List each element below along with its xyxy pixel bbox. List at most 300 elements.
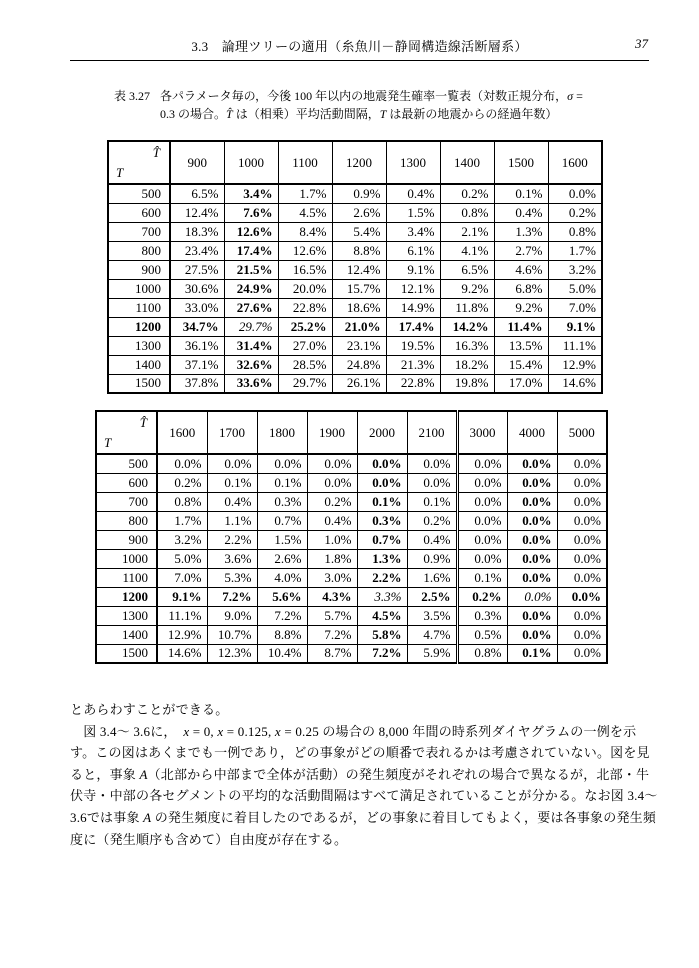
table-row [96, 587, 607, 606]
text-run: とあらわすことができる。 [70, 702, 229, 717]
table-cell: 16.3% [440, 336, 494, 355]
row-header: 800 [108, 241, 170, 260]
table-cell: 14.9% [386, 298, 440, 317]
table-cell: 26.1% [332, 374, 386, 393]
table-cell: 1.0% [307, 530, 357, 549]
table-cell: 14.6% [548, 374, 602, 393]
table-cell: 0.0% [548, 184, 602, 203]
row-header: 1000 [96, 549, 157, 568]
table-cell: 9.1% [386, 260, 440, 279]
text-run: 図 3.4～ 3.6に， [70, 723, 184, 739]
table-cell: 0.0% [557, 549, 607, 568]
column-header: 4000 [507, 411, 557, 454]
table-corner-cell [96, 411, 157, 454]
table-cell: 0.0% [557, 568, 607, 587]
table-cell: 10.4% [257, 644, 307, 663]
table-cell: 6.8% [494, 279, 548, 298]
text-run: 伏寺・中部の各セグメントの平均的な活動間隔はすべて満足されていることが分かる。なお図 3.4～ [70, 788, 658, 804]
table-row [108, 317, 602, 336]
table-cell: 0.1% [357, 492, 407, 511]
table-cell: 1.5% [257, 530, 307, 549]
table-cell: 5.9% [407, 644, 457, 663]
table-cell: 3.5% [407, 606, 457, 625]
table-cell: 0.0% [507, 587, 557, 606]
table-cell: 11.1% [157, 606, 207, 625]
corner-mean-interval-label: T̂ [152, 145, 160, 160]
table-cell: 4.5% [357, 606, 407, 625]
corner-elapsed-time-label: T [104, 435, 112, 450]
column-header: 1500 [494, 141, 548, 184]
table-cell: 0.4% [207, 492, 257, 511]
table-cell: 6.5% [170, 184, 224, 203]
table-cell: 3.4% [224, 184, 278, 203]
table-cell: 4.3% [307, 587, 357, 606]
paragraph-line [70, 764, 658, 786]
table-cell: 6.1% [386, 241, 440, 260]
table-row [96, 511, 607, 530]
row-header: 1100 [108, 298, 170, 317]
row-header: 700 [96, 492, 157, 511]
table-row [108, 298, 602, 317]
table-cell: 0.0% [557, 625, 607, 644]
table-cell: 9.2% [494, 298, 548, 317]
column-header: 3000 [457, 411, 507, 454]
table-cell: 29.7% [224, 317, 278, 336]
table-cell: 30.6% [170, 279, 224, 298]
row-header: 1100 [96, 568, 157, 587]
table-cell: 0.0% [457, 473, 507, 492]
table-cell: 18.2% [440, 355, 494, 374]
table-row [108, 279, 602, 298]
table-cell: 21.5% [224, 260, 278, 279]
table-cell: 10.7% [207, 625, 257, 644]
table-cell: 0.2% [440, 184, 494, 203]
table-cell: 0.0% [557, 606, 607, 625]
column-header: 1400 [440, 141, 494, 184]
table-cell: 17.4% [224, 241, 278, 260]
table-cell: 0.4% [494, 203, 548, 222]
table-cell: 0.0% [457, 549, 507, 568]
table-cell: 8.4% [278, 222, 332, 241]
table-cell: 2.2% [357, 568, 407, 587]
table-cell: 0.2% [548, 203, 602, 222]
column-header: 1300 [386, 141, 440, 184]
table-cell: 14.6% [157, 644, 207, 663]
table-cell: 0.1% [257, 473, 307, 492]
table-cell: 0.0% [357, 454, 407, 473]
table-cell: 0.3% [457, 606, 507, 625]
table-corner-cell [108, 141, 170, 184]
table-row [96, 530, 607, 549]
table-cell: 0.0% [407, 473, 457, 492]
text-run: （北部から中部まで全体が活動）の発生頻度がそれぞれの場合で異なるが，北部・牛 [147, 766, 650, 782]
table-cell: 7.2% [257, 606, 307, 625]
table-cell: 12.1% [386, 279, 440, 298]
table-cell: 0.0% [507, 625, 557, 644]
table-cell: 7.2% [357, 644, 407, 663]
table-cell: 34.7% [170, 317, 224, 336]
table-cell: 1.1% [207, 511, 257, 530]
table-cell: 19.5% [386, 336, 440, 355]
table-cell: 29.7% [278, 374, 332, 393]
table-cell: 2.6% [332, 203, 386, 222]
table-cell: 12.9% [157, 625, 207, 644]
table-cell: 23.4% [170, 241, 224, 260]
table-caption [114, 88, 600, 123]
table-cell: 0.0% [357, 473, 407, 492]
table-row [108, 241, 602, 260]
table-cell: 1.3% [494, 222, 548, 241]
text-run: = 0, [189, 723, 218, 739]
table-cell: 3.6% [207, 549, 257, 568]
table-cell: 9.1% [157, 587, 207, 606]
table-cell: 12.4% [170, 203, 224, 222]
column-header: 1200 [332, 141, 386, 184]
table-cell: 1.7% [157, 511, 207, 530]
table-header-row [96, 411, 607, 454]
table-row [96, 473, 607, 492]
table-cell: 6.5% [440, 260, 494, 279]
table-cell: 0.0% [507, 454, 557, 473]
table-cell: 13.5% [494, 336, 548, 355]
table-cell: 0.0% [557, 473, 607, 492]
row-header: 1500 [108, 374, 170, 393]
text-run: ると，事象 [70, 766, 140, 782]
table-cell: 5.3% [207, 568, 257, 587]
table-cell: 5.0% [157, 549, 207, 568]
table-cell: 5.8% [357, 625, 407, 644]
table-cell: 0.7% [357, 530, 407, 549]
paragraph-line [70, 699, 658, 721]
row-header: 500 [108, 184, 170, 203]
table-cell: 27.6% [224, 298, 278, 317]
section-title: 3.3 論理ツリーの適用（糸魚川－静岡構造線活断層系） [191, 39, 528, 54]
table-row [96, 492, 607, 511]
caption-label: 表 3.27 [114, 89, 151, 103]
table-cell: 0.0% [557, 644, 607, 663]
table-cell: 2.2% [207, 530, 257, 549]
column-header: 1800 [257, 411, 307, 454]
corner-elapsed-time-label: T [116, 165, 124, 180]
table-cell: 0.0% [457, 492, 507, 511]
probability-table [107, 140, 603, 394]
table-cell: 9.0% [207, 606, 257, 625]
caption-line-2 [160, 106, 600, 124]
table-cell: 0.1% [207, 473, 257, 492]
table-cell: 0.4% [386, 184, 440, 203]
math-var: A [139, 766, 148, 782]
table-cell: 25.2% [278, 317, 332, 336]
table-cell: 36.1% [170, 336, 224, 355]
column-header: 1600 [548, 141, 602, 184]
paragraph-line [70, 807, 658, 829]
table-cell: 17.4% [386, 317, 440, 336]
table-cell: 1.6% [407, 568, 457, 587]
table-cell: 5.6% [257, 587, 307, 606]
table-cell: 24.8% [332, 355, 386, 374]
table-cell: 8.8% [332, 241, 386, 260]
row-header: 1200 [108, 317, 170, 336]
table-row [108, 184, 602, 203]
table-cell: 19.8% [440, 374, 494, 393]
table-cell: 2.6% [257, 549, 307, 568]
table-cell: 4.1% [440, 241, 494, 260]
table-cell: 0.3% [257, 492, 307, 511]
table-cell: 2.7% [494, 241, 548, 260]
table-cell: 28.5% [278, 355, 332, 374]
table-cell: 12.4% [332, 260, 386, 279]
table-cell: 0.8% [457, 644, 507, 663]
table-cell: 0.4% [307, 511, 357, 530]
table-cell: 4.0% [257, 568, 307, 587]
table-cell: 0.0% [507, 511, 557, 530]
table-row [108, 374, 602, 393]
table-cell: 0.4% [407, 530, 457, 549]
table-cell: 27.5% [170, 260, 224, 279]
table-cell: 3.2% [548, 260, 602, 279]
table-cell: 1.8% [307, 549, 357, 568]
table-cell: 0.7% [257, 511, 307, 530]
caption-text [160, 88, 600, 123]
table-cell: 0.8% [440, 203, 494, 222]
row-header: 500 [96, 454, 157, 473]
table-cell: 0.0% [507, 549, 557, 568]
row-header: 1400 [96, 625, 157, 644]
table-cell: 0.0% [507, 492, 557, 511]
table-cell: 0.5% [457, 625, 507, 644]
table-cell: 0.0% [507, 530, 557, 549]
math-var: x [217, 723, 224, 739]
column-header: 2000 [357, 411, 407, 454]
table-row [96, 549, 607, 568]
table-cell: 2.1% [440, 222, 494, 241]
math-var: A [143, 809, 152, 825]
table-cell: 4.6% [494, 260, 548, 279]
table-cell: 15.4% [494, 355, 548, 374]
column-header: 1000 [224, 141, 278, 184]
row-header: 1500 [96, 644, 157, 663]
table-cell: 0.0% [557, 454, 607, 473]
table-cell: 12.9% [548, 355, 602, 374]
table-cell: 15.7% [332, 279, 386, 298]
table-row [108, 336, 602, 355]
probability-table-900-1600 [107, 140, 603, 394]
table-cell: 0.0% [457, 511, 507, 530]
table-cell: 24.9% [224, 279, 278, 298]
table-cell: 0.3% [357, 511, 407, 530]
table-cell: 21.3% [386, 355, 440, 374]
table-cell: 0.2% [457, 587, 507, 606]
table-cell: 14.2% [440, 317, 494, 336]
table-cell: 0.2% [307, 492, 357, 511]
table-cell: 1.7% [278, 184, 332, 203]
table-cell: 4.5% [278, 203, 332, 222]
probability-table [95, 410, 608, 664]
table-cell: 22.8% [386, 374, 440, 393]
table-cell: 0.0% [507, 606, 557, 625]
table-cell: 0.1% [457, 568, 507, 587]
paragraph-line [70, 829, 658, 851]
table-cell: 0.0% [557, 511, 607, 530]
table-cell: 5.7% [307, 606, 357, 625]
text-run: 3.6では事象 [70, 809, 144, 825]
table-cell: 7.0% [548, 298, 602, 317]
text-run: は最新の地震からの経過年数） [386, 106, 558, 121]
table-cell: 0.2% [157, 473, 207, 492]
table-cell: 5.0% [548, 279, 602, 298]
table-cell: 37.1% [170, 355, 224, 374]
text-run: = 0.125, [223, 723, 275, 739]
math-var: T [379, 106, 387, 121]
row-header: 700 [108, 222, 170, 241]
paragraph-line [70, 785, 658, 807]
row-header: 600 [108, 203, 170, 222]
table-cell: 4.7% [407, 625, 457, 644]
row-header: 1300 [108, 336, 170, 355]
math-var: x [183, 723, 190, 739]
math-var: σ [567, 89, 574, 103]
text-run: = [573, 89, 583, 103]
table-cell: 0.0% [207, 454, 257, 473]
table-cell: 23.1% [332, 336, 386, 355]
page-header [70, 33, 649, 61]
row-header: 900 [108, 260, 170, 279]
column-header: 1900 [307, 411, 357, 454]
table-cell: 0.0% [157, 454, 207, 473]
table-cell: 12.6% [278, 241, 332, 260]
math-var: x [274, 723, 281, 739]
column-header: 1600 [157, 411, 207, 454]
row-header: 1000 [108, 279, 170, 298]
table-cell: 0.0% [557, 492, 607, 511]
paragraph-line [70, 721, 658, 743]
table-cell: 7.6% [224, 203, 278, 222]
row-header: 1400 [108, 355, 170, 374]
table-cell: 32.6% [224, 355, 278, 374]
table-cell: 0.8% [157, 492, 207, 511]
text-run: す。この図はあくまでも一例であり，どの事象がどの順番で表れるかは考慮されていない。図を見 [70, 745, 650, 761]
text-run: の発生頻度に着目したのであるが，どの事象に着目してもよく，要は各事象の発生頻 [151, 809, 657, 825]
table-cell: 0.9% [332, 184, 386, 203]
table-row [96, 606, 607, 625]
table-cell: 0.1% [407, 492, 457, 511]
text-run: 度に（発生順序も含めて）自由度が存在する。 [70, 831, 348, 847]
column-header: 900 [170, 141, 224, 184]
table-cell: 20.0% [278, 279, 332, 298]
column-header: 2100 [407, 411, 457, 454]
row-header: 1200 [96, 587, 157, 606]
table-cell: 11.8% [440, 298, 494, 317]
table-row [108, 222, 602, 241]
table-cell: 22.8% [278, 298, 332, 317]
text-run: 各パラメータ毎の，今後 100 年以内の地震発生確率一覧表（対数正規分布， [160, 89, 568, 103]
row-header: 800 [96, 511, 157, 530]
table-cell: 5.4% [332, 222, 386, 241]
table-cell: 0.8% [548, 222, 602, 241]
table-row [96, 568, 607, 587]
table-row [96, 644, 607, 663]
table-cell: 0.9% [407, 549, 457, 568]
table-cell: 0.0% [507, 473, 557, 492]
column-header: 1700 [207, 411, 257, 454]
table-cell: 9.2% [440, 279, 494, 298]
row-header: 900 [96, 530, 157, 549]
table-cell: 0.0% [257, 454, 307, 473]
body-text [70, 699, 658, 850]
math-var: T̂ [226, 106, 233, 121]
text-run: = 0.25 の場合の 8,000 年間の時系列ダイヤグラムの一例を示 [280, 723, 637, 739]
paragraph-line [70, 742, 658, 764]
column-header: 5000 [557, 411, 607, 454]
table-cell: 21.0% [332, 317, 386, 336]
corner-mean-interval-label: T̂ [139, 415, 147, 430]
table-cell: 0.0% [457, 530, 507, 549]
table-cell: 0.0% [557, 587, 607, 606]
column-header: 1100 [278, 141, 332, 184]
table-cell: 12.6% [224, 222, 278, 241]
table-cell: 3.3% [357, 587, 407, 606]
table-cell: 3.0% [307, 568, 357, 587]
table-cell: 1.7% [548, 241, 602, 260]
text-run: は（相乗）平均活動間隔， [232, 106, 380, 121]
table-cell: 7.2% [207, 587, 257, 606]
table-cell: 3.4% [386, 222, 440, 241]
probability-table-1600-5000 [95, 410, 608, 664]
table-cell: 33.0% [170, 298, 224, 317]
table-cell: 17.0% [494, 374, 548, 393]
table-cell: 7.0% [157, 568, 207, 587]
table-cell: 0.1% [494, 184, 548, 203]
table-row [96, 625, 607, 644]
table-cell: 37.8% [170, 374, 224, 393]
table-row [108, 355, 602, 374]
table-row [108, 260, 602, 279]
row-header: 1300 [96, 606, 157, 625]
table-cell: 33.6% [224, 374, 278, 393]
table-cell: 2.5% [407, 587, 457, 606]
table-cell: 8.8% [257, 625, 307, 644]
table-cell: 0.1% [507, 644, 557, 663]
table-cell: 0.2% [407, 511, 457, 530]
table-cell: 0.0% [557, 530, 607, 549]
table-header-row [108, 141, 602, 184]
table-cell: 31.4% [224, 336, 278, 355]
table-cell: 0.0% [307, 473, 357, 492]
table-cell: 0.0% [507, 568, 557, 587]
table-cell: 9.1% [548, 317, 602, 336]
table-cell: 8.7% [307, 644, 357, 663]
page-number: 37 [635, 36, 648, 51]
table-cell: 0.0% [407, 454, 457, 473]
table-cell: 27.0% [278, 336, 332, 355]
row-header: 600 [96, 473, 157, 492]
caption-line-1 [160, 88, 600, 106]
table-cell: 0.0% [307, 454, 357, 473]
table-cell: 12.3% [207, 644, 257, 663]
table-cell: 16.5% [278, 260, 332, 279]
table-cell: 7.2% [307, 625, 357, 644]
table-row [108, 203, 602, 222]
table-cell: 18.6% [332, 298, 386, 317]
table-cell: 11.1% [548, 336, 602, 355]
table-row [96, 454, 607, 473]
table-cell: 0.0% [457, 454, 507, 473]
table-cell: 1.3% [357, 549, 407, 568]
table-cell: 1.5% [386, 203, 440, 222]
table-cell: 3.2% [157, 530, 207, 549]
table-cell: 11.4% [494, 317, 548, 336]
text-run: 0.3 の場合。 [160, 106, 227, 121]
